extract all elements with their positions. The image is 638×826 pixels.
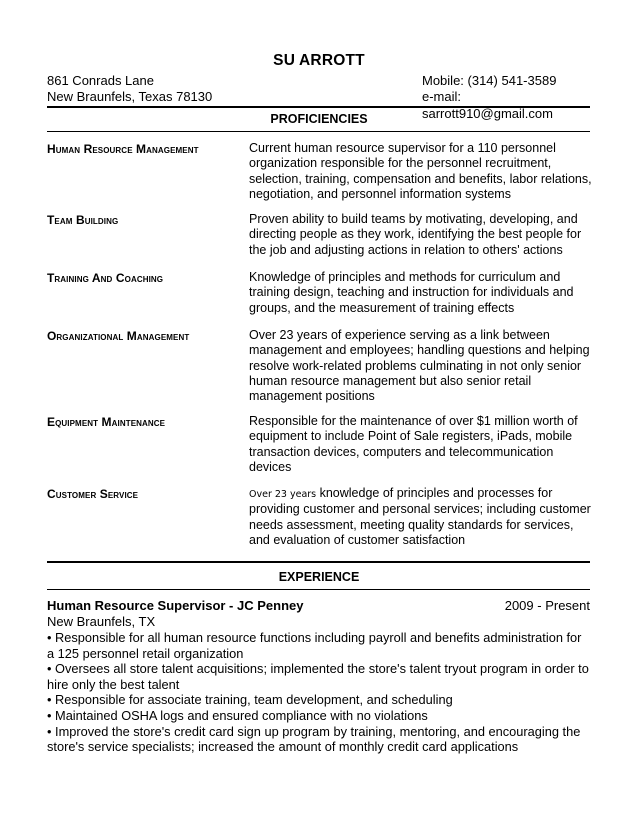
proficiency-label: Training And Coaching bbox=[47, 271, 164, 285]
proficiency-label: Human Resource Management bbox=[47, 142, 199, 156]
proficiency-description bbox=[249, 486, 594, 548]
list-item: • Maintained OSHA logs and ensured compliance with no violations bbox=[47, 707, 428, 723]
candidate-name: SU ARROTT bbox=[273, 52, 365, 69]
job-dates: 2009 - Present bbox=[504, 598, 590, 613]
proficiency-description: Knowledge of principles and methods for curriculum and training design, teaching and instruction for individuals and groups, and the measurement of training effects bbox=[249, 270, 574, 315]
list-item: • Improved the store's credit card sign up program by training, mentoring, and encouraging the store's service specialists; increased the amount of monthly credit card applications bbox=[47, 723, 581, 755]
experience-heading: EXPERIENCE bbox=[278, 570, 360, 584]
proficiencies-divider bbox=[47, 131, 590, 132]
proficiency-description: Current human resource supervisor for a 110 personnel organization responsible for the personnel recruitment, selection, training, compensation and benefits, labor relations, negotiation, and personnel information systems bbox=[249, 141, 592, 201]
proficiency-description-text: knowledge of principles and processes for providing customer and personal services; including customer needs assessment, meeting quality standards for services, and evaluation of customer satisfaction bbox=[249, 486, 591, 547]
job-location: New Braunfels, TX bbox=[47, 614, 156, 629]
experience-divider-top bbox=[47, 561, 590, 563]
proficiency-description: Responsible for the maintenance of over $1 million worth of equipment to include Point of Sale registers, iPads, mobile transaction devices, computers and telecommunication devices bbox=[249, 414, 578, 474]
list-item: • Oversees all store talent acquisitions; implemented the store's talent tryout program in order to hire only the best talent bbox=[47, 661, 589, 692]
proficiencies-heading: PROFICIENCIES bbox=[270, 112, 368, 126]
proficiency-label: Organizational Management bbox=[47, 329, 190, 343]
mobile-phone: Mobile: (314) 541-3589 bbox=[422, 73, 557, 88]
address-line-2: New Braunfels, Texas 78130 bbox=[47, 89, 213, 104]
address-line-1: 861 Conrads Lane bbox=[47, 73, 154, 88]
proficiency-label: Equipment Maintenance bbox=[47, 415, 166, 429]
proficiency-description: Proven ability to build teams by motivating, developing, and directing people as they work, identifying the best people for the job and adjusting actions in relation to others' actions bbox=[249, 212, 582, 257]
job-bullets bbox=[47, 630, 592, 755]
list-item: • Responsible for all human resource functions including payroll and benefits administration for a 125 personnel retail organization bbox=[47, 630, 582, 661]
proficiency-label: Team Building bbox=[47, 213, 119, 227]
email-address: e-mail: sarrott910@gmail.com bbox=[422, 89, 553, 121]
proficiency-prefix: Over 23 years bbox=[249, 489, 317, 500]
experience-divider bbox=[47, 589, 590, 590]
list-item: • Responsible for associate training, team development, and scheduling bbox=[47, 692, 453, 708]
proficiency-label: Customer Service bbox=[47, 487, 139, 501]
proficiency-description: Over 23 years of experience serving as a link between management and employees; handling questions and helping resolve work-related problems culminating in not only senior human resource management but also senior retail management positions bbox=[249, 328, 590, 404]
job-title: Human Resource Supervisor - JC Penney bbox=[47, 598, 304, 613]
header-divider bbox=[47, 106, 590, 108]
